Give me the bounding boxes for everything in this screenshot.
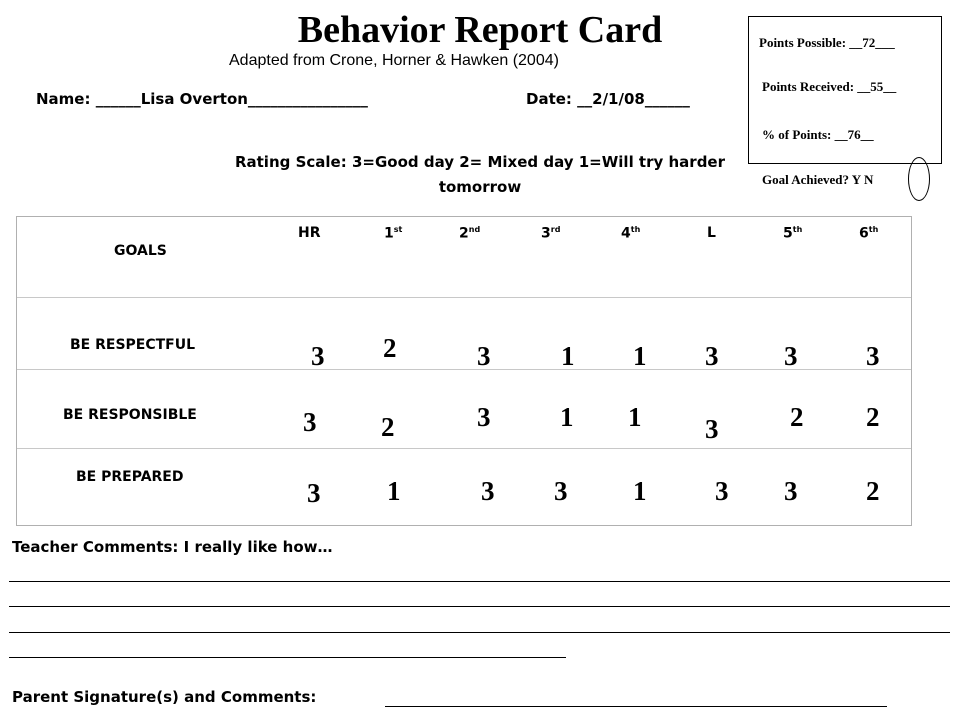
report-date: Date: __2/1/08______ — [526, 90, 690, 108]
score-cell: 1 — [387, 476, 401, 506]
period-header: L — [707, 225, 716, 241]
comment-line — [9, 632, 950, 633]
parent-signature-label: Parent Signature(s) and Comments: — [12, 688, 317, 706]
report-title: Behavior Report Card — [297, 9, 663, 51]
period-header: 1st — [384, 225, 403, 242]
behavior-table — [16, 216, 912, 526]
report-subtitle: Adapted from Crone, Horner & Hawken (2004) — [229, 52, 559, 69]
teacher-comments-label: Teacher Comments: I really like how… — [12, 538, 333, 556]
comment-line — [9, 606, 950, 607]
score-cell: 3 — [866, 341, 880, 371]
goal-label: BE PREPARED — [76, 469, 184, 485]
comment-line — [9, 581, 950, 582]
score-cell: 3 — [784, 476, 798, 506]
score-cell: 3 — [303, 407, 317, 437]
row-divider — [17, 297, 911, 298]
period-header: 2nd — [459, 225, 481, 242]
goals-header: GOALS — [114, 243, 167, 259]
score-cell: 3 — [477, 341, 491, 371]
score-cell: 3 — [307, 478, 321, 508]
rating-scale-continued: tomorrow — [438, 178, 522, 196]
score-cell: 2 — [866, 476, 880, 506]
score-cell: 3 — [705, 341, 719, 371]
rating-scale: Rating Scale: 3=Good day 2= Mixed day 1=Will try harder — [234, 153, 726, 171]
period-header: 6th — [859, 225, 879, 242]
comment-line — [9, 657, 566, 658]
score-cell: 1 — [561, 341, 575, 371]
period-header: 5th — [783, 225, 803, 242]
score-cell: 3 — [554, 476, 568, 506]
row-divider — [17, 369, 911, 370]
score-cell: 3 — [481, 476, 495, 506]
score-cell: 2 — [383, 333, 397, 363]
row-divider — [17, 448, 911, 449]
goal-achieved: Goal Achieved? Y N — [762, 172, 874, 187]
points-possible: Points Possible: __72___ — [759, 35, 895, 50]
points-received: Points Received: __55__ — [762, 79, 897, 94]
period-header: 3rd — [541, 225, 561, 242]
score-cell: 3 — [477, 402, 491, 432]
score-cell: 3 — [784, 341, 798, 371]
points-summary-box — [748, 16, 942, 164]
score-cell: 3 — [705, 414, 719, 444]
parent-signature-line — [385, 706, 887, 707]
goal-label: BE RESPECTFUL — [70, 337, 196, 353]
score-cell: 2 — [866, 402, 880, 432]
score-cell: 3 — [311, 341, 325, 371]
points-percent: % of Points: __76__ — [762, 127, 874, 142]
goal-label: BE RESPONSIBLE — [63, 407, 197, 423]
score-cell: 1 — [633, 341, 647, 371]
score-cell: 2 — [790, 402, 804, 432]
score-cell: 2 — [381, 412, 395, 442]
score-cell: 3 — [715, 476, 729, 506]
period-header: HR — [298, 225, 321, 241]
score-cell: 1 — [560, 402, 574, 432]
student-name: Name: ______Lisa Overton________________ — [36, 90, 368, 108]
period-header: 4th — [621, 225, 641, 242]
score-cell: 1 — [628, 402, 642, 432]
score-cell: 1 — [633, 476, 647, 506]
